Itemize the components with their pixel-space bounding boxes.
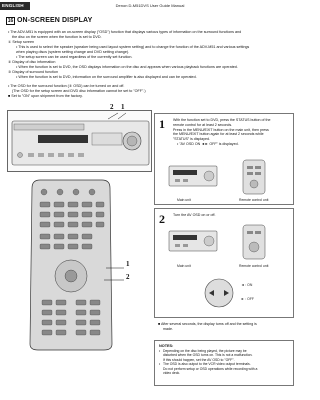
section-heading: ON-SCREEN DISPLAY <box>17 17 93 24</box>
step-2-illustration <box>165 223 285 261</box>
section-title <box>6 16 92 25</box>
step-text-line: Turn the AV OSD on or off. <box>173 213 216 217</box>
callout-1-remote: 1 <box>126 260 130 268</box>
remote-unit-label: Remote control unit <box>239 264 269 268</box>
on-label: ◄ : ON <box>241 283 253 287</box>
step-2-text <box>173 213 291 218</box>
notes-heading: NOTES: <box>159 344 174 348</box>
intro-subitem: • This is used to select the speaker (speaker being used layout system setting) and to change the function of the ADV-M51 and various settings <box>16 45 250 49</box>
main-unit-illustration <box>7 110 152 172</box>
note-item: • Depending on the disc being played, the picture may be <box>159 349 289 353</box>
language-tab: ENGLISH <box>0 2 30 10</box>
note-line: Do not perform setup or OSD operations while recording with a <box>163 366 258 371</box>
intro-line: • The OSD for the surround function (③ OSD) can be turned on and off. <box>8 84 125 88</box>
step-1-box <box>154 113 294 205</box>
cursor-buttons-icon <box>199 273 239 313</box>
intro-line: ■ Set to "ON" upon shipment from the factory. <box>8 94 83 98</box>
after-note-line: ■ After several seconds, the display turns off and the setting is <box>158 322 257 326</box>
step-number: 2 <box>159 212 165 226</box>
running-head: Denon D-M51DVS User Guide Manual <box>115 3 185 8</box>
section-number: 16 <box>7 17 14 24</box>
step-1-text <box>173 118 291 147</box>
callout-1-main: 1 <box>121 103 125 111</box>
note-line: video deck. <box>163 371 181 376</box>
intro-subitem: • When the function is set to DVD, the OSD displays information on the disc and appears when various playback functions are operated. <box>16 65 238 69</box>
step-text-line: With the function set to DVD, press the STATUS button of the <box>173 118 271 122</box>
after-note <box>158 322 290 332</box>
note-item: • The OSD is also output to the VCR video output terminals. <box>159 362 289 366</box>
callout-2-remote: 2 <box>126 273 130 281</box>
step-1-illustration <box>165 158 285 196</box>
intro-line: • The ADV-M51 is equipped with an on-screen display ("OSD") function that displays various types of information on the surround functions and <box>8 30 242 34</box>
step-text-line: remote control for at least 2 seconds. <box>173 122 233 127</box>
step-text-line: Press in the MENU/EXIT button on the main unit, then press <box>173 127 269 132</box>
notes-box <box>154 340 294 386</box>
remote-unit-label: Remote control unit <box>239 198 269 202</box>
main-unit-label: Main unit <box>177 264 191 268</box>
step-text-line: • "AV OSD ON ◄► OFF" is displayed. <box>177 141 239 146</box>
note-line: disturbed when the OSD turns on. This is not a malfunction. <box>163 353 253 358</box>
intro-text <box>8 30 263 99</box>
off-label: ► : OFF <box>241 297 254 301</box>
step-text-line: "STATUS" is displayed. <box>173 137 210 142</box>
step-text-line: the MENU/EXIT button again for at least 2 seconds while <box>173 132 264 137</box>
callout-2-main: 2 <box>110 103 114 111</box>
after-note-line: made. <box>163 326 173 331</box>
intro-line: (The OSD for the setup screen and DVD disc information cannot be set to "OFF".) <box>12 89 146 93</box>
intro-subitem: when playing discs (system setting change and DVD setting change). <box>16 50 130 54</box>
step-2-box <box>154 208 294 318</box>
step-number: 1 <box>159 117 165 131</box>
intro-item: ② Display of disc information <box>8 60 56 64</box>
remote-control-illustration <box>20 176 140 352</box>
intro-item: ③ Display of surround function <box>8 70 59 74</box>
intro-subitem: • When the function is set to DVD, information on the surround amplifier is also displayed and can be operated. <box>16 75 197 79</box>
note-line: If this should happen, set the AV OSD to "OFF". <box>163 357 235 362</box>
main-unit-label: Main unit <box>177 198 191 202</box>
intro-item: ① Setup screen <box>8 40 35 44</box>
intro-line: the disc on the screen when the function is set to DVD. <box>12 35 102 39</box>
intro-subitem: • The setup screen can be used regardless of the currently set function. <box>16 55 133 59</box>
